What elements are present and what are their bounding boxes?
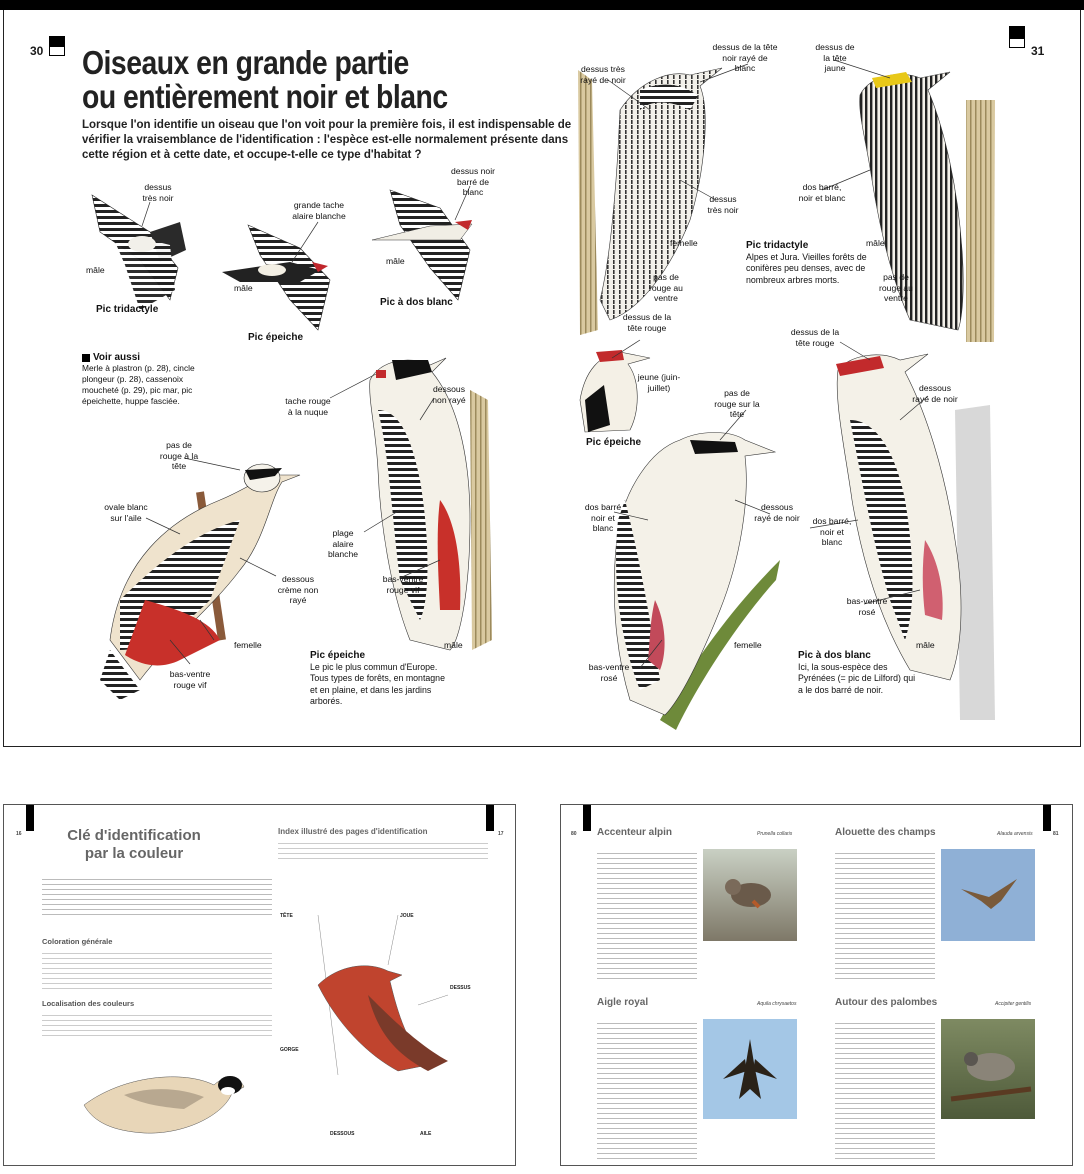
- species-label-tridactyle: Pic tridactyle: [96, 304, 159, 315]
- thumb1-section-1-lines: [42, 949, 272, 989]
- thumb1-right-lines: [278, 839, 488, 863]
- species-autour-photo: [941, 1019, 1035, 1119]
- voir-aussi-text: Merle à plastron (p. 28), cincle plongeur (p. 28), cassenoix moucheté (p. 29), pic mar, pic épeichette, huppe fasciée.: [82, 363, 195, 406]
- species-label-dosblanc: Pic à dos blanc: [380, 297, 453, 308]
- thumb1-tab-right: [486, 805, 494, 831]
- species-alouette-text: [835, 849, 935, 979]
- label-bas-ventre-rose-2: bas-ventre rosé: [846, 596, 888, 617]
- label-male-3: mâle: [386, 256, 405, 266]
- species-alouette-photo: [941, 849, 1035, 941]
- label-pas-rouge-sur-tete: pas de rouge sur la tête: [714, 388, 760, 419]
- flying-tridactyle-illustration: [92, 195, 186, 310]
- thumb1-crossbill-diagram: [278, 875, 498, 1155]
- label-jeune: jeune (juin-juillet): [637, 372, 681, 393]
- label-dessus-tete-noir-raye: dessus de la tête noir rayé de blanc: [712, 42, 778, 73]
- thumb1-section-2-lines: [42, 1011, 272, 1037]
- label-dos-barre: dos barré, noir et blanc: [798, 182, 846, 203]
- label-femelle-tridactyle: femelle: [670, 238, 698, 248]
- voir-aussi-bullet: [82, 354, 90, 362]
- caption-dosblanc-title: Pic à dos blanc: [798, 650, 871, 661]
- caption-epeiche-title: Pic épeiche: [310, 650, 366, 661]
- thumbnail-species-pages[interactable]: [560, 804, 1073, 1166]
- label-dessous-raye-noir-2: dessous rayé de noir: [754, 502, 800, 523]
- caption-epeiche: [310, 650, 450, 708]
- caption-tridactyle: [746, 240, 874, 286]
- voir-aussi-box: [82, 352, 222, 407]
- thumb1-title: [44, 827, 224, 863]
- label-ovale-blanc: ovale blanc sur l'aile: [104, 502, 148, 523]
- label-pas-rouge-ventre-2: pas de rouge au ventre: [879, 272, 913, 303]
- thumbnail-identification-key[interactable]: [3, 804, 516, 1166]
- species-accenteur-photo: [703, 849, 797, 941]
- label-male-1: mâle: [86, 265, 105, 275]
- thumb2-page-right: 81: [1053, 831, 1059, 837]
- voir-aussi-heading: Voir aussi: [93, 352, 141, 363]
- label-male-2: mâle: [234, 283, 253, 293]
- page-number-left: 30: [30, 44, 44, 58]
- thumb1-part-dessus: DESSUS: [450, 985, 471, 991]
- label-dessus-noir-barre: dessus noir barré de blanc: [451, 166, 495, 197]
- thumb1-part-dessous: DESSOUS: [330, 1131, 355, 1137]
- label-dessus-tres-raye: dessus très rayé de noir: [580, 64, 626, 85]
- species-aigle-photo: [703, 1019, 797, 1119]
- label-pas-rouge-ventre-1: pas de rouge au ventre: [649, 272, 683, 303]
- dosblanc-female-illustration: [614, 433, 780, 731]
- thumb1-page-left: 16: [16, 831, 22, 837]
- intro-text: Lorsque l'on identifie un oiseau que l'on voit pour la première fois, il est indispensable de vérifier la vraisemblance de l'identification : l'espèce est-elle normalement présente dans cette région et à cette date, et occupe-t-elle ce type d'habitat ?: [82, 119, 572, 161]
- species-accenteur-latin: Prunella collaris: [757, 831, 793, 837]
- species-label-epeiche: Pic épeiche: [248, 332, 304, 343]
- thumb1-part-gorge: GORGE: [280, 1047, 299, 1053]
- caption-epeiche-text: Le pic le plus commun d'Europe. Tous types de forêts, en montagne et en plaine, et dans les jardins arborés.: [310, 661, 445, 706]
- label-tache-rouge-nuque: tache rouge à la nuque: [285, 396, 331, 417]
- species-autour-text: [835, 1019, 935, 1159]
- label-dessous-non-raye: dessous non rayé: [432, 384, 466, 405]
- species-autour-name: Autour des palombes: [835, 997, 938, 1008]
- species-accenteur-text: [597, 849, 697, 979]
- thumb1-title-2: par la couleur: [84, 845, 184, 862]
- label-grande-tache: grande tache alaire blanche: [292, 200, 346, 221]
- thumb1-part-joue: JOUE: [400, 913, 414, 919]
- label-dessous-creme: dessous crème non rayé: [277, 574, 319, 605]
- label-dos-barre-2: dos barré noir et blanc: [584, 502, 622, 533]
- species-aigle-text: [597, 1019, 697, 1159]
- label-dessus-tres-noir: dessus très noir: [142, 182, 174, 203]
- caption-tridactyle-title: Pic tridactyle: [746, 240, 809, 251]
- thumb1-tab-left: [26, 805, 34, 831]
- epeiche-female-illustration: [100, 464, 300, 700]
- label-dessus-tres-noir-2: dessus très noir: [707, 194, 739, 215]
- label-dessous-raye-noir: dessous rayé de noir: [912, 383, 958, 404]
- flying-dosblanc-illustration: [372, 190, 472, 300]
- label-pas-rouge-tete: pas de rouge à la tête: [159, 440, 199, 471]
- species-label-epeiche-juv: Pic épeiche: [586, 437, 642, 448]
- species-alouette-name: Alouette des champs: [835, 827, 936, 838]
- label-leader-lines: [142, 60, 928, 668]
- species-accenteur-name: Accenteur alpin: [597, 827, 673, 838]
- thumb1-part-aile: AILE: [420, 1131, 432, 1137]
- thumb1-right-heading: Index illustré des pages d'identification: [278, 827, 428, 836]
- label-bas-ventre-vif: bas-ventre rouge vif: [169, 669, 211, 690]
- label-male-dosblanc: mâle: [916, 640, 935, 650]
- thumb1-section-1: Coloration générale: [42, 937, 113, 946]
- species-autour-latin: Accipiter gentilis: [995, 1001, 1032, 1007]
- label-dessus-tete-rouge: dessus de la tête rouge: [622, 312, 672, 333]
- thumb1-title-1: Clé d'identification: [67, 827, 201, 844]
- page-number-right: 31: [1031, 44, 1045, 58]
- thumb1-page-right: 17: [498, 831, 504, 837]
- label-femelle-dosblanc: femelle: [734, 640, 762, 650]
- species-alouette-latin: Alauda arvensis: [997, 831, 1033, 837]
- caption-tridactyle-text: Alpes et Jura. Vieilles forêts de conifères peu denses, avec de nombreux arbres morts.: [746, 251, 867, 285]
- flying-epeiche-illustration: [222, 225, 330, 330]
- thumb1-intro-text-lines: [42, 875, 272, 919]
- thumb2-tab-right: [1043, 805, 1051, 831]
- title-line-1: Oiseaux en grande partie: [82, 44, 409, 81]
- species-aigle-name: Aigle royal: [597, 997, 649, 1008]
- label-dos-barre-3: dos barré, noir et blanc: [812, 516, 852, 547]
- label-bas-ventre-rose: bas-ventre rosé: [588, 662, 630, 683]
- title-line-2: ou entièrement noir et blanc: [82, 78, 448, 115]
- thumb2-tab-left: [583, 805, 591, 831]
- thumb1-tit-illustration: [64, 1045, 264, 1155]
- thumb2-page-left: 80: [571, 831, 577, 837]
- caption-dosblanc-text: Ici, la sous-espèce des Pyrénées (= pic de Lilford) qui a le dos barré de noir.: [798, 661, 916, 695]
- label-femelle-left: femelle: [234, 640, 262, 650]
- thumb1-section-2: Localisation des couleurs: [42, 999, 135, 1008]
- label-plage-alaire: plage alaire blanche: [327, 528, 359, 559]
- thumb1-part-tete: TÊTE: [280, 913, 293, 919]
- label-male-epeiche: mâle: [444, 640, 463, 650]
- label-male-tridactyle: mâle: [866, 238, 885, 248]
- label-bas-ventre-vif-2: bas-ventre rouge vif: [382, 574, 424, 595]
- species-aigle-latin: Aquila chrysaetos: [757, 1001, 797, 1007]
- caption-dosblanc: [798, 650, 918, 696]
- label-dessus-tete-rouge-2: dessus de la tête rouge: [790, 327, 840, 348]
- label-dessus-tete-jaune: dessus de la tête jaune: [815, 42, 855, 73]
